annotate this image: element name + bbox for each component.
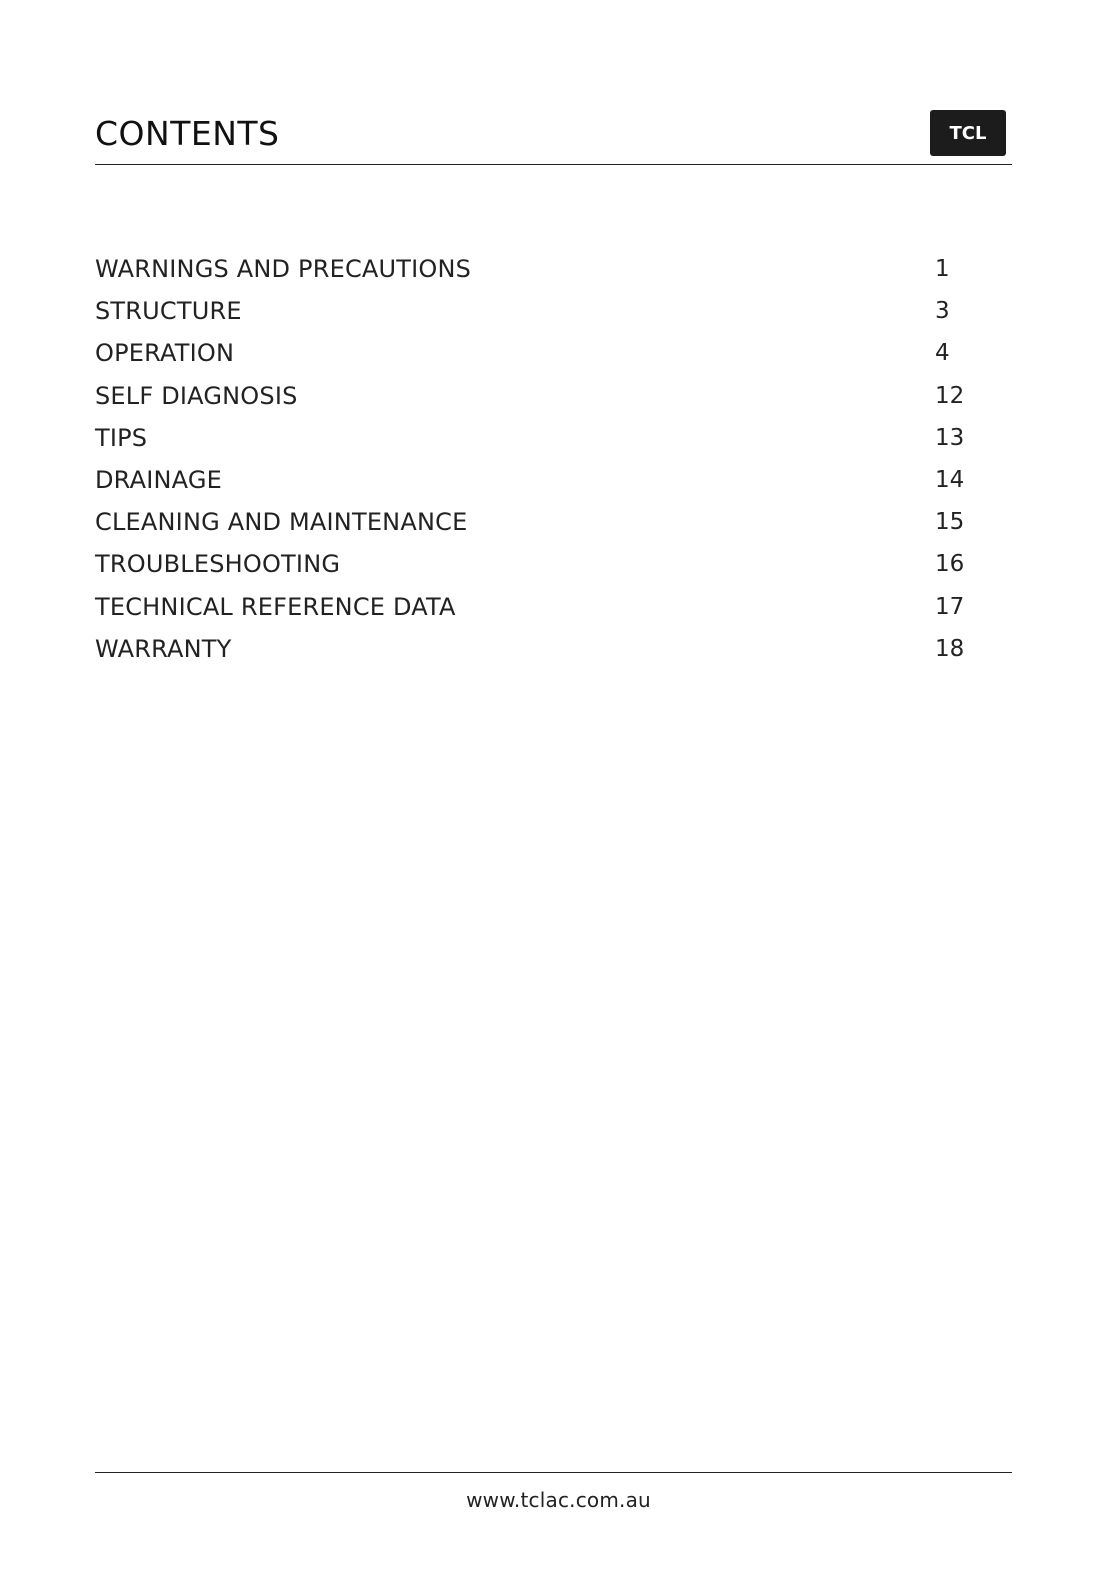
toc-entry-page: 14 — [935, 467, 965, 494]
toc-entry-label: TROUBLESHOOTING — [95, 550, 341, 579]
toc-entry-tips[interactable] — [95, 417, 975, 459]
toc-entry-warnings[interactable] — [95, 248, 975, 290]
toc-entry-page: 15 — [935, 509, 965, 536]
toc-entry-label: DRAINAGE — [95, 466, 222, 495]
toc-entry-page: 1 — [935, 256, 950, 283]
toc-entry-page: 12 — [935, 382, 965, 409]
footer-divider — [95, 1472, 1012, 1473]
tcl-logo-wordmark — [938, 122, 998, 144]
toc-entry-structure[interactable] — [95, 290, 975, 332]
page-header — [95, 108, 1012, 166]
toc-entry-label: WARNINGS AND PRECAUTIONS — [95, 255, 472, 284]
footer-website-link[interactable]: www.tclac.com.au — [466, 1488, 651, 1512]
toc-entry-page: 3 — [935, 298, 950, 325]
toc-entry-label: SELF DIAGNOSIS — [95, 381, 298, 410]
toc-entry-page: 18 — [935, 635, 965, 662]
toc-entry-label: OPERATION — [95, 339, 235, 368]
toc-entry-operation[interactable] — [95, 332, 975, 374]
page-title: CONTENTS — [95, 114, 280, 153]
tcl-logo — [930, 110, 1006, 156]
toc-entry-label: WARRANTY — [95, 634, 232, 663]
toc-entry-page: 16 — [935, 551, 965, 578]
toc-entry-page: 17 — [935, 593, 965, 620]
toc-entry-self-diagnosis[interactable] — [95, 375, 975, 417]
toc-entry-drainage[interactable] — [95, 459, 975, 501]
toc-entry-troubleshooting[interactable] — [95, 543, 975, 585]
toc-entry-technical-data[interactable] — [95, 586, 975, 628]
toc-entry-label: TIPS — [95, 423, 148, 452]
table-of-contents — [95, 248, 975, 670]
toc-entry-label: STRUCTURE — [95, 297, 242, 326]
toc-entry-label: TECHNICAL REFERENCE DATA — [95, 592, 456, 621]
tcl-logo-text: TCL — [949, 123, 987, 144]
toc-entry-page: 13 — [935, 424, 965, 451]
toc-entry-cleaning[interactable] — [95, 501, 975, 543]
toc-entry-label: CLEANING AND MAINTENANCE — [95, 508, 468, 537]
header-divider — [95, 164, 1012, 165]
toc-entry-warranty[interactable] — [95, 628, 975, 670]
toc-entry-page: 4 — [935, 340, 950, 367]
